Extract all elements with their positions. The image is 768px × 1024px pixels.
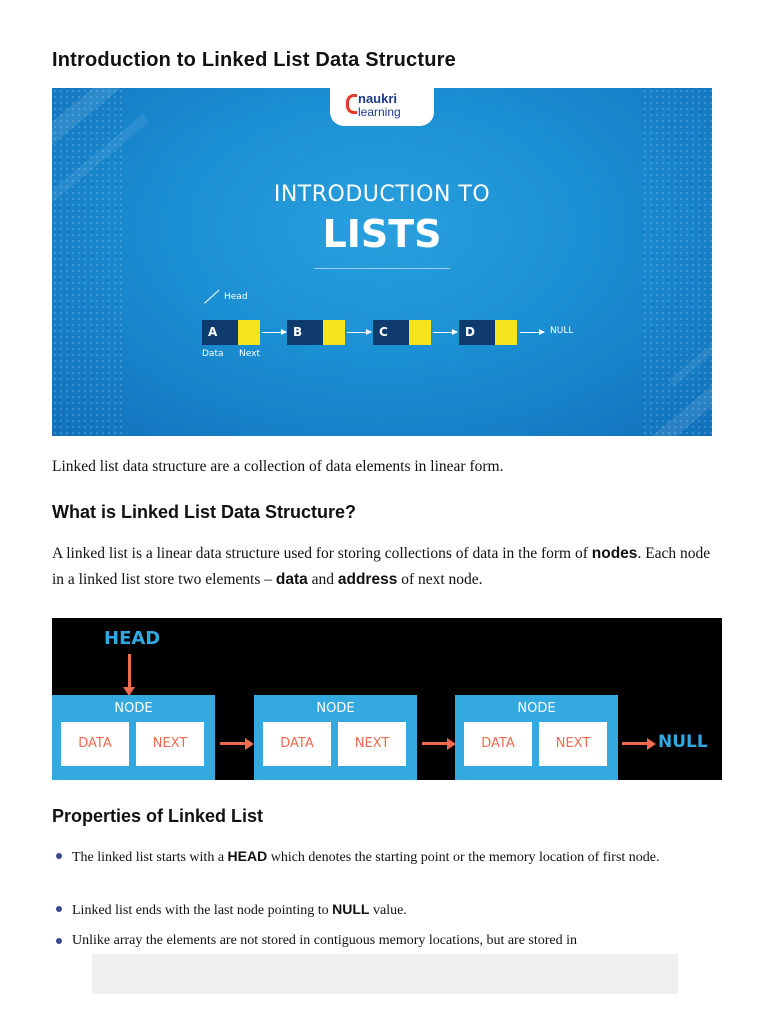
banner-head-arrow	[204, 290, 220, 304]
bullet-icon	[56, 906, 62, 912]
intro-paragraph: Linked list data structure are a collection of data elements in linear form.	[52, 458, 504, 475]
banner-divider	[314, 268, 450, 269]
banner-head-label: Head	[224, 292, 248, 302]
data-cell: DATA	[464, 722, 532, 766]
bullet-icon	[56, 938, 62, 944]
section-heading-what-is: What is Linked List Data Structure?	[52, 502, 357, 522]
diagram-head-label: HEAD	[104, 628, 161, 649]
banner-arrow	[520, 332, 544, 333]
diagram-head-arrow	[128, 654, 131, 688]
content-placeholder-bar	[92, 954, 678, 994]
banner-next-label: Next	[239, 349, 260, 359]
banner-arrow	[347, 332, 371, 333]
diagram-node: NODE DATA NEXT	[455, 695, 618, 780]
diagram-arrow	[220, 742, 246, 745]
bullet-item: The linked list starts with a HEAD which denotes the starting point or the memory location of first node.	[72, 848, 660, 865]
data-cell: DATA	[61, 722, 129, 766]
banner-heading-line1: INTRODUCTION TO	[273, 182, 491, 207]
next-cell: NEXT	[136, 722, 204, 766]
banner-null-label: NULL	[550, 326, 574, 336]
bullet-icon	[56, 853, 62, 859]
diagram-node: NODE DATA NEXT	[254, 695, 417, 780]
data-cell: DATA	[263, 722, 331, 766]
intro-banner-image: naukri learning INTRODUCTION TO LISTS Head A B C D NULL Data Next	[52, 88, 712, 436]
linked-list-diagram	[52, 618, 722, 780]
bullet-item: Linked list ends with the last node pointing to NULL value.	[72, 901, 407, 918]
banner-arrow	[433, 332, 457, 333]
next-cell: NEXT	[338, 722, 406, 766]
section-heading-properties: Properties of Linked List	[52, 806, 264, 826]
banner-arrow	[262, 332, 286, 333]
diagram-arrow	[622, 742, 648, 745]
naukri-learning-logo: naukri learning	[330, 88, 434, 126]
diagram-null-label: NULL	[658, 732, 708, 752]
page-title: Introduction to Linked List Data Structure	[52, 49, 456, 71]
bullet-item: Unlike array the elements are not stored in contiguous memory locations, but are stored in	[72, 933, 578, 948]
definition-paragraph: A linked list is a linear data structure used for storing collections of data in the form of nodes. Each node in a linked list store two elements – data and address of next node.	[52, 545, 711, 588]
banner-data-label: Data	[202, 349, 224, 359]
next-cell: NEXT	[539, 722, 607, 766]
diagram-node: NODE DATA NEXT	[52, 695, 215, 780]
diagram-arrow	[422, 742, 448, 745]
banner-heading-line2: LISTS	[322, 212, 442, 256]
